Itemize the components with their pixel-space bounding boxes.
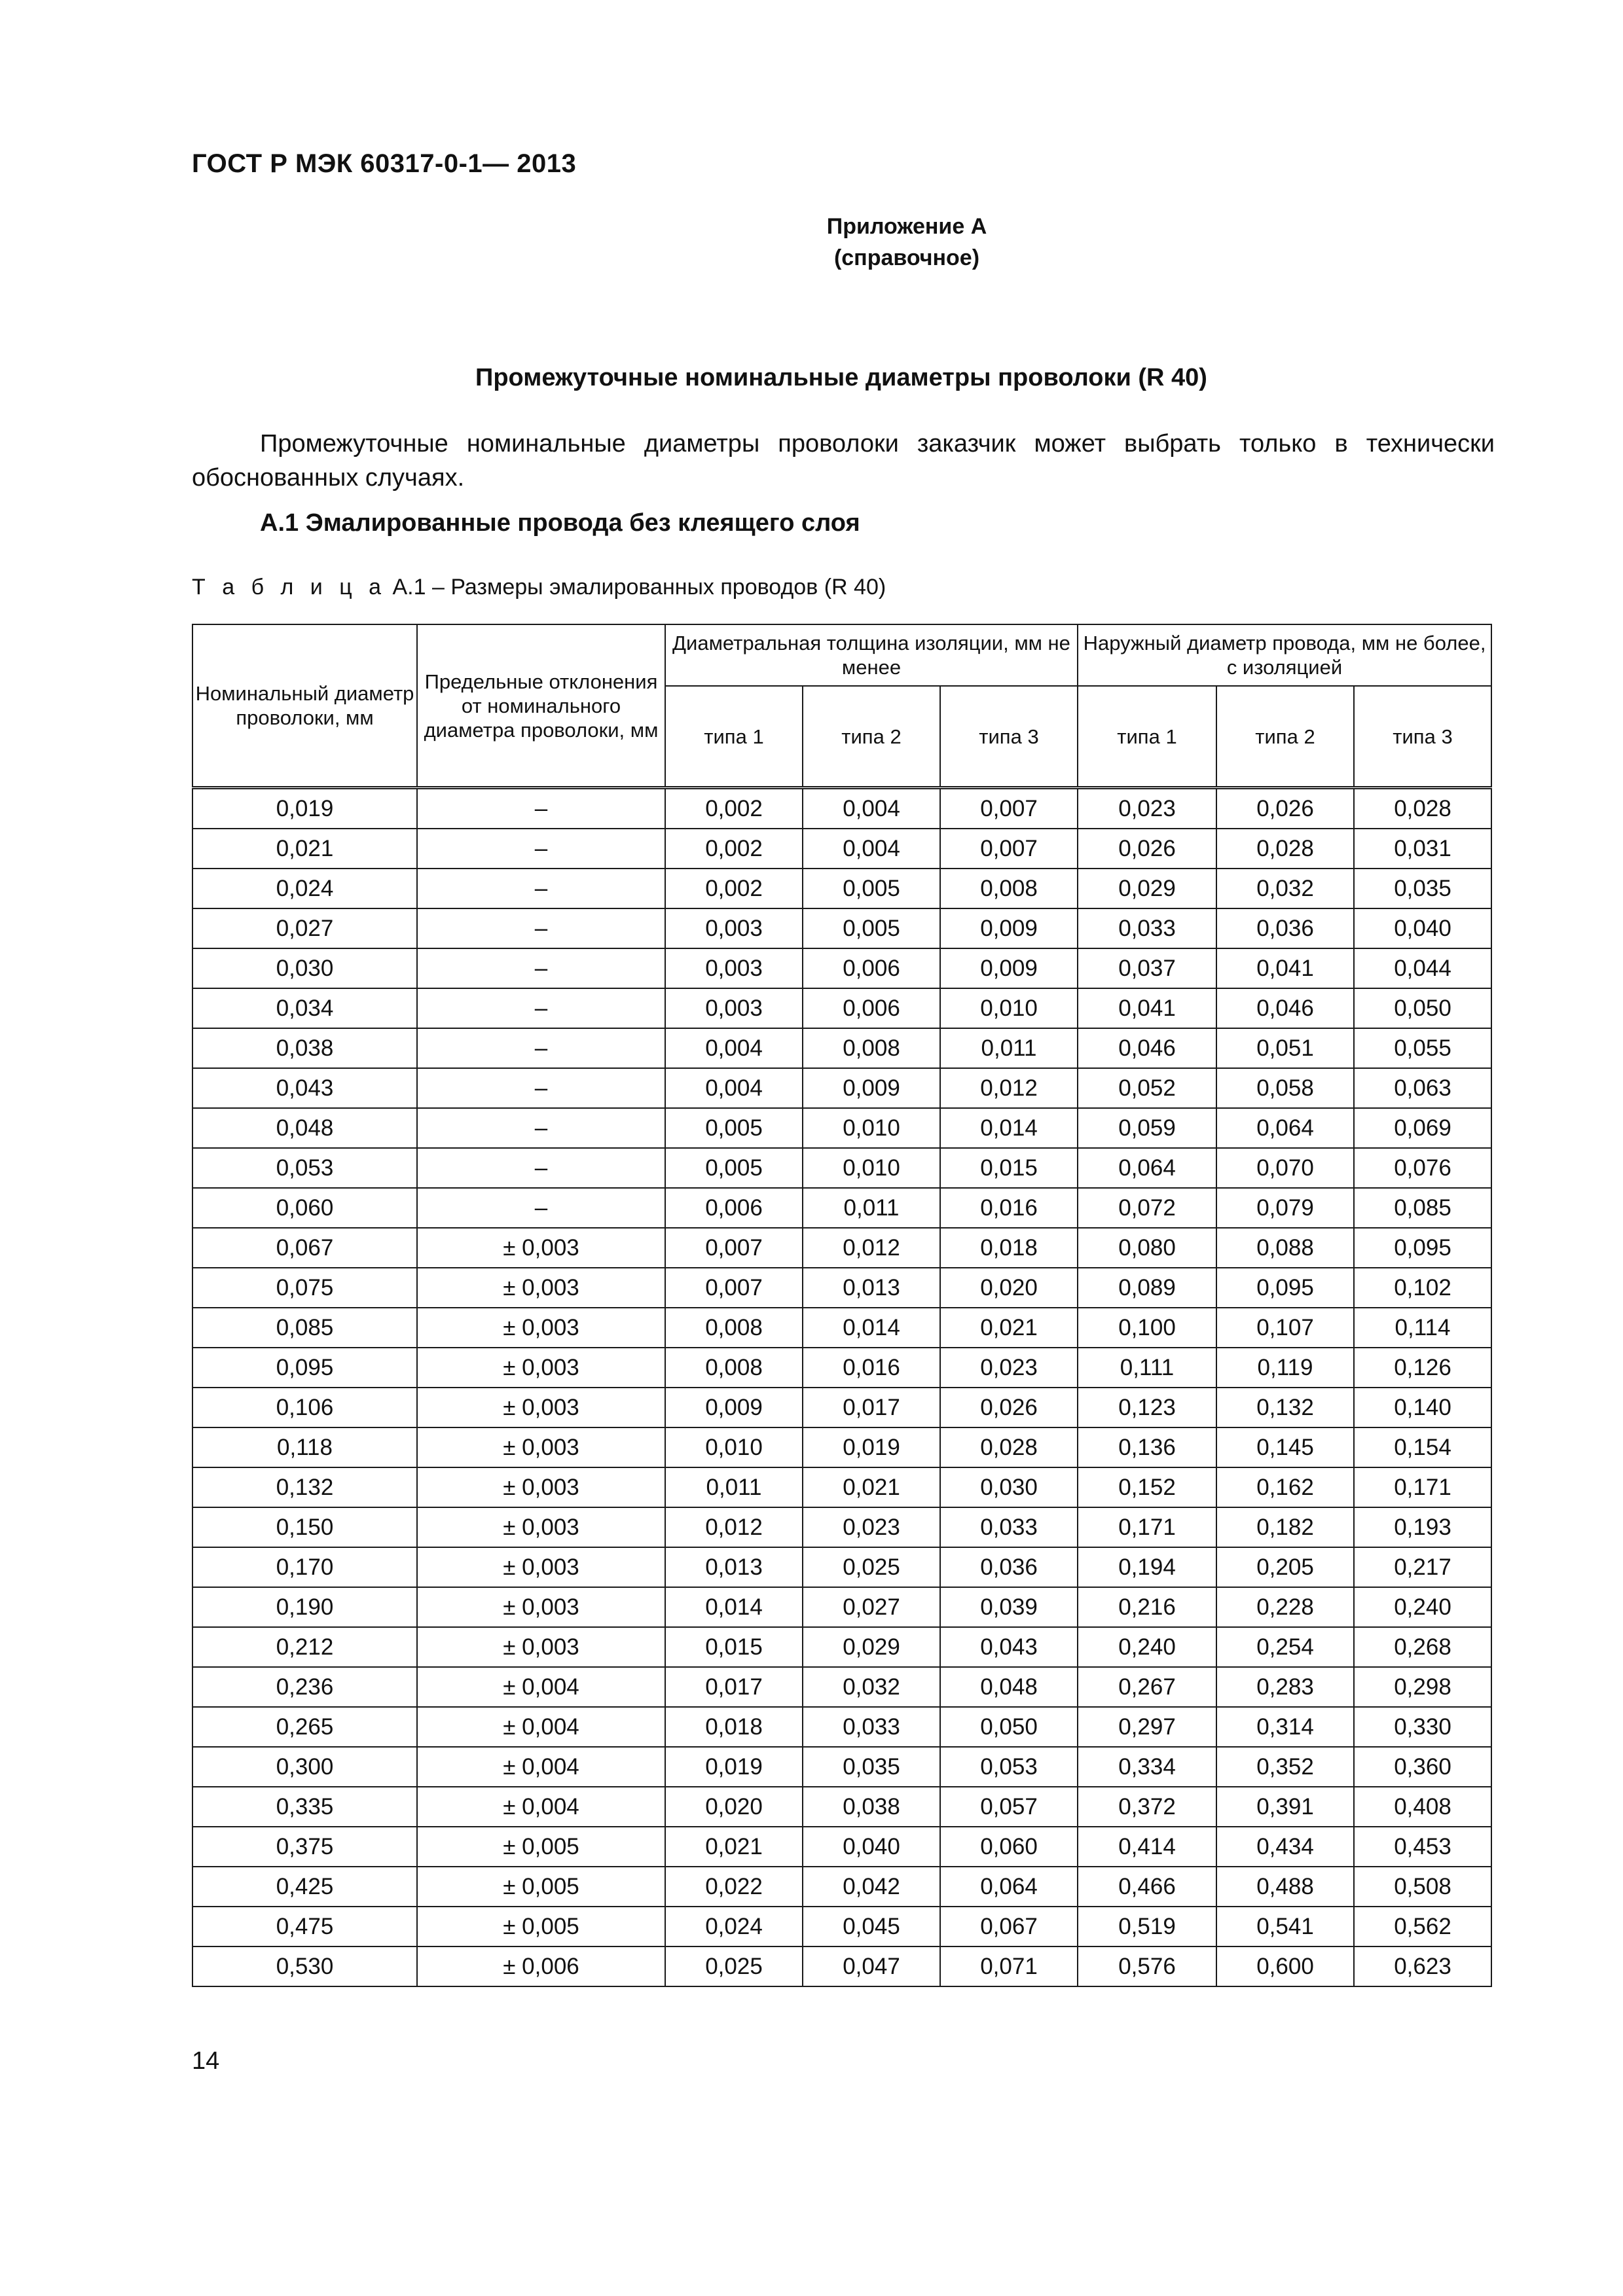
insulation-type-3-cell: 0,048 (940, 1667, 1078, 1707)
insulation-type-2-cell: 0,010 (803, 1148, 940, 1188)
insulation-type-2-cell: 0,038 (803, 1787, 940, 1827)
deviation-cell: – (417, 1028, 665, 1068)
insulation-type-3-cell: 0,064 (940, 1867, 1078, 1907)
insulation-type-3-cell: 0,057 (940, 1787, 1078, 1827)
outer-type-2-cell: 0,079 (1216, 1188, 1354, 1228)
table-row (192, 908, 1491, 948)
nominal-diameter-cell: 0,150 (192, 1507, 417, 1547)
nominal-diameter-cell: 0,118 (192, 1427, 417, 1467)
insulation-type-3-cell: 0,033 (940, 1507, 1078, 1547)
table-row (192, 1747, 1491, 1787)
insulation-type-1-cell: 0,022 (665, 1867, 803, 1907)
insulation-type-1-cell: 0,019 (665, 1747, 803, 1787)
outer-type-2-cell: 0,032 (1216, 869, 1354, 908)
outer-type-3-cell: 0,114 (1354, 1308, 1491, 1348)
insulation-type-1-cell: 0,015 (665, 1627, 803, 1667)
deviation-cell: ± 0,005 (417, 1907, 665, 1946)
deviation-cell: ± 0,003 (417, 1348, 665, 1388)
outer-type-2-cell: 0,046 (1216, 988, 1354, 1028)
outer-type-3-cell: 0,031 (1354, 829, 1491, 869)
insulation-type-2-cell: 0,021 (803, 1467, 940, 1507)
outer-type-1-cell: 0,466 (1078, 1867, 1216, 1907)
insulation-type-3-cell: 0,060 (940, 1827, 1078, 1867)
outer-type-3-cell: 0,171 (1354, 1467, 1491, 1507)
deviation-cell: – (417, 869, 665, 908)
insulation-type-2-cell: 0,009 (803, 1068, 940, 1108)
outer-type-3-cell: 0,085 (1354, 1188, 1491, 1228)
nominal-diameter-cell: 0,021 (192, 829, 417, 869)
insulation-type-1-cell: 0,012 (665, 1507, 803, 1547)
outer-type-1-cell: 0,267 (1078, 1667, 1216, 1707)
insulation-type-2-cell: 0,040 (803, 1827, 940, 1867)
insulation-type-2-cell: 0,006 (803, 948, 940, 988)
insulation-type-2-cell: 0,027 (803, 1587, 940, 1627)
insulation-type-1-cell: 0,020 (665, 1787, 803, 1827)
outer-type-2-cell: 0,283 (1216, 1667, 1354, 1707)
outer-type-1-cell: 0,171 (1078, 1507, 1216, 1547)
table-row (192, 988, 1491, 1028)
deviation-cell: – (417, 829, 665, 869)
outer-type-3-cell: 0,193 (1354, 1507, 1491, 1547)
header-outer-type-3: типа 3 (1354, 686, 1491, 788)
insulation-type-1-cell: 0,004 (665, 1068, 803, 1108)
deviation-cell: ± 0,003 (417, 1308, 665, 1348)
outer-type-1-cell: 0,100 (1078, 1308, 1216, 1348)
outer-type-3-cell: 0,408 (1354, 1787, 1491, 1827)
outer-type-2-cell: 0,434 (1216, 1827, 1354, 1867)
table-row (192, 869, 1491, 908)
table-row (192, 1228, 1491, 1268)
nominal-diameter-cell: 0,475 (192, 1907, 417, 1946)
insulation-type-3-cell: 0,039 (940, 1587, 1078, 1627)
nominal-diameter-cell: 0,106 (192, 1388, 417, 1427)
insulation-type-3-cell: 0,018 (940, 1228, 1078, 1268)
insulation-type-2-cell: 0,032 (803, 1667, 940, 1707)
outer-type-1-cell: 0,519 (1078, 1907, 1216, 1946)
insulation-type-1-cell: 0,021 (665, 1827, 803, 1867)
table-row (192, 1627, 1491, 1667)
deviation-cell: ± 0,005 (417, 1827, 665, 1867)
outer-type-3-cell: 0,076 (1354, 1148, 1491, 1188)
outer-type-3-cell: 0,453 (1354, 1827, 1491, 1867)
outer-type-1-cell: 0,080 (1078, 1228, 1216, 1268)
outer-type-3-cell: 0,028 (1354, 788, 1491, 829)
outer-type-2-cell: 0,041 (1216, 948, 1354, 988)
nominal-diameter-cell: 0,236 (192, 1667, 417, 1707)
header-insulation-type-1: типа 1 (665, 686, 803, 788)
insulation-type-2-cell: 0,019 (803, 1427, 940, 1467)
outer-type-1-cell: 0,216 (1078, 1587, 1216, 1627)
nominal-diameter-cell: 0,132 (192, 1467, 417, 1507)
insulation-type-1-cell: 0,010 (665, 1427, 803, 1467)
insulation-type-2-cell: 0,042 (803, 1867, 940, 1907)
insulation-type-2-cell: 0,016 (803, 1348, 940, 1388)
outer-type-2-cell: 0,095 (1216, 1268, 1354, 1308)
nominal-diameter-cell: 0,375 (192, 1827, 417, 1867)
table-row (192, 1867, 1491, 1907)
insulation-type-2-cell: 0,010 (803, 1108, 940, 1148)
nominal-diameter-cell: 0,300 (192, 1747, 417, 1787)
outer-type-3-cell: 0,044 (1354, 948, 1491, 988)
deviation-cell: – (417, 948, 665, 988)
nominal-diameter-cell: 0,075 (192, 1268, 417, 1308)
table-body (192, 788, 1491, 1987)
deviation-cell: ± 0,006 (417, 1946, 665, 1986)
nominal-diameter-cell: 0,085 (192, 1308, 417, 1348)
header-outer-type-1: типа 1 (1078, 686, 1216, 788)
table-row (192, 1827, 1491, 1867)
outer-type-2-cell: 0,107 (1216, 1308, 1354, 1348)
nominal-diameter-cell: 0,095 (192, 1348, 417, 1388)
insulation-type-3-cell: 0,030 (940, 1467, 1078, 1507)
outer-type-1-cell: 0,033 (1078, 908, 1216, 948)
insulation-type-2-cell: 0,047 (803, 1946, 940, 1986)
outer-type-3-cell: 0,268 (1354, 1627, 1491, 1667)
insulation-type-2-cell: 0,006 (803, 988, 940, 1028)
insulation-type-2-cell: 0,017 (803, 1388, 940, 1427)
document-header: ГОСТ Р МЭК 60317-0-1— 2013 (192, 149, 577, 178)
header-insulation-thickness: Диаметральная толщина изоляции, мм не менее (665, 624, 1078, 686)
table-row (192, 948, 1491, 988)
outer-type-1-cell: 0,414 (1078, 1827, 1216, 1867)
insulation-type-1-cell: 0,002 (665, 788, 803, 829)
insulation-type-2-cell: 0,011 (803, 1188, 940, 1228)
insulation-type-3-cell: 0,021 (940, 1308, 1078, 1348)
nominal-diameter-cell: 0,053 (192, 1148, 417, 1188)
deviation-cell: ± 0,003 (417, 1388, 665, 1427)
table-row (192, 788, 1491, 829)
outer-type-2-cell: 0,228 (1216, 1587, 1354, 1627)
insulation-type-2-cell: 0,013 (803, 1268, 940, 1308)
outer-type-1-cell: 0,334 (1078, 1747, 1216, 1787)
insulation-type-3-cell: 0,010 (940, 988, 1078, 1028)
outer-type-1-cell: 0,089 (1078, 1268, 1216, 1308)
insulation-type-3-cell: 0,014 (940, 1108, 1078, 1148)
outer-type-1-cell: 0,052 (1078, 1068, 1216, 1108)
table-row (192, 1467, 1491, 1507)
outer-type-2-cell: 0,070 (1216, 1148, 1354, 1188)
outer-type-1-cell: 0,111 (1078, 1348, 1216, 1388)
outer-type-1-cell: 0,023 (1078, 788, 1216, 829)
outer-type-2-cell: 0,028 (1216, 829, 1354, 869)
table-row (192, 1507, 1491, 1547)
table-row (192, 1028, 1491, 1068)
nominal-diameter-cell: 0,048 (192, 1108, 417, 1148)
table-row (192, 1667, 1491, 1707)
outer-type-2-cell: 0,182 (1216, 1507, 1354, 1547)
outer-type-1-cell: 0,194 (1078, 1547, 1216, 1587)
insulation-type-2-cell: 0,005 (803, 869, 940, 908)
subsection-title: А.1 Эмалированные провода без клеящего слоя (260, 509, 860, 537)
deviation-cell: – (417, 908, 665, 948)
insulation-type-3-cell: 0,028 (940, 1427, 1078, 1467)
table-row (192, 1348, 1491, 1388)
insulation-type-1-cell: 0,002 (665, 829, 803, 869)
appendix-heading (0, 211, 1623, 274)
table-caption (192, 575, 886, 600)
outer-type-2-cell: 0,145 (1216, 1427, 1354, 1467)
outer-type-2-cell: 0,352 (1216, 1747, 1354, 1787)
outer-type-1-cell: 0,240 (1078, 1627, 1216, 1667)
insulation-type-3-cell: 0,008 (940, 869, 1078, 908)
insulation-type-1-cell: 0,004 (665, 1028, 803, 1068)
insulation-type-1-cell: 0,013 (665, 1547, 803, 1587)
deviation-cell: – (417, 988, 665, 1028)
insulation-type-2-cell: 0,004 (803, 829, 940, 869)
insulation-type-1-cell: 0,007 (665, 1268, 803, 1308)
outer-type-1-cell: 0,059 (1078, 1108, 1216, 1148)
insulation-type-3-cell: 0,036 (940, 1547, 1078, 1587)
insulation-type-1-cell: 0,017 (665, 1667, 803, 1707)
outer-type-2-cell: 0,600 (1216, 1946, 1354, 1986)
header-insulation-type-2: типа 2 (803, 686, 940, 788)
table-row (192, 1388, 1491, 1427)
insulation-type-3-cell: 0,071 (940, 1946, 1078, 1986)
table-row (192, 1068, 1491, 1108)
insulation-type-3-cell: 0,067 (940, 1907, 1078, 1946)
outer-type-2-cell: 0,488 (1216, 1867, 1354, 1907)
insulation-type-1-cell: 0,007 (665, 1228, 803, 1268)
intro-paragraph: Промежуточные номинальные диаметры проволоки заказчик может выбрать только в технически обоснованных случаях. (192, 430, 1495, 492)
nominal-diameter-cell: 0,425 (192, 1867, 417, 1907)
insulation-type-1-cell: 0,003 (665, 908, 803, 948)
outer-type-2-cell: 0,132 (1216, 1388, 1354, 1427)
insulation-type-3-cell: 0,023 (940, 1348, 1078, 1388)
outer-type-3-cell: 0,240 (1354, 1587, 1491, 1627)
nominal-diameter-cell: 0,019 (192, 788, 417, 829)
outer-type-2-cell: 0,036 (1216, 908, 1354, 948)
outer-type-2-cell: 0,205 (1216, 1547, 1354, 1587)
deviation-cell: ± 0,003 (417, 1228, 665, 1268)
deviation-cell: – (417, 1188, 665, 1228)
outer-type-2-cell: 0,119 (1216, 1348, 1354, 1388)
table-row (192, 1547, 1491, 1587)
nominal-diameter-cell: 0,067 (192, 1228, 417, 1268)
appendix-note: (справочное) (833, 245, 980, 270)
deviation-cell: – (417, 788, 665, 829)
outer-type-3-cell: 0,140 (1354, 1388, 1491, 1427)
header-outer-diameter: Наружный диаметр провода, мм не более, с изоляцией (1078, 624, 1491, 686)
table-caption-text: А.1 – Размеры эмалированных проводов (R 40) (386, 575, 886, 600)
table-row (192, 1188, 1491, 1228)
insulation-type-3-cell: 0,053 (940, 1747, 1078, 1787)
outer-type-1-cell: 0,136 (1078, 1427, 1216, 1467)
outer-type-2-cell: 0,058 (1216, 1068, 1354, 1108)
outer-type-3-cell: 0,035 (1354, 869, 1491, 908)
deviation-cell: – (417, 1108, 665, 1148)
nominal-diameter-cell: 0,027 (192, 908, 417, 948)
table-row (192, 1108, 1491, 1148)
outer-type-3-cell: 0,040 (1354, 908, 1491, 948)
table-row (192, 1707, 1491, 1747)
insulation-type-2-cell: 0,029 (803, 1627, 940, 1667)
header-insulation-type-3: типа 3 (940, 686, 1078, 788)
outer-type-1-cell: 0,037 (1078, 948, 1216, 988)
deviation-cell: ± 0,003 (417, 1547, 665, 1587)
outer-type-3-cell: 0,298 (1354, 1667, 1491, 1707)
appendix-title: Приложение А (826, 214, 987, 239)
insulation-type-3-cell: 0,050 (940, 1707, 1078, 1747)
header-nominal-diameter: Номинальный диаметр проволоки, мм (192, 624, 417, 788)
outer-type-2-cell: 0,064 (1216, 1108, 1354, 1148)
outer-type-3-cell: 0,508 (1354, 1867, 1491, 1907)
nominal-diameter-cell: 0,038 (192, 1028, 417, 1068)
insulation-type-2-cell: 0,035 (803, 1747, 940, 1787)
outer-type-2-cell: 0,162 (1216, 1467, 1354, 1507)
table-row (192, 1308, 1491, 1348)
table-row (192, 1787, 1491, 1827)
insulation-type-2-cell: 0,004 (803, 788, 940, 829)
deviation-cell: ± 0,004 (417, 1707, 665, 1747)
outer-type-3-cell: 0,562 (1354, 1907, 1491, 1946)
table-row (192, 1427, 1491, 1467)
deviation-cell: ± 0,003 (417, 1467, 665, 1507)
insulation-type-3-cell: 0,016 (940, 1188, 1078, 1228)
section-title: Промежуточные номинальные диаметры проволоки (R 40) (475, 364, 1207, 391)
deviation-cell: ± 0,003 (417, 1627, 665, 1667)
insulation-type-3-cell: 0,011 (940, 1028, 1078, 1068)
table-row (192, 1946, 1491, 1986)
insulation-type-3-cell: 0,020 (940, 1268, 1078, 1308)
outer-type-1-cell: 0,123 (1078, 1388, 1216, 1427)
outer-type-2-cell: 0,254 (1216, 1627, 1354, 1667)
insulation-type-2-cell: 0,008 (803, 1028, 940, 1068)
outer-type-3-cell: 0,154 (1354, 1427, 1491, 1467)
insulation-type-1-cell: 0,024 (665, 1907, 803, 1946)
outer-type-3-cell: 0,063 (1354, 1068, 1491, 1108)
nominal-diameter-cell: 0,060 (192, 1188, 417, 1228)
outer-type-2-cell: 0,314 (1216, 1707, 1354, 1747)
nominal-diameter-cell: 0,265 (192, 1707, 417, 1747)
deviation-cell: ± 0,004 (417, 1787, 665, 1827)
deviation-cell: – (417, 1148, 665, 1188)
insulation-type-3-cell: 0,043 (940, 1627, 1078, 1667)
outer-type-2-cell: 0,088 (1216, 1228, 1354, 1268)
insulation-type-2-cell: 0,023 (803, 1507, 940, 1547)
insulation-type-2-cell: 0,014 (803, 1308, 940, 1348)
page-number: 14 (192, 2047, 220, 2075)
deviation-cell: ± 0,004 (417, 1667, 665, 1707)
insulation-type-3-cell: 0,015 (940, 1148, 1078, 1188)
outer-type-1-cell: 0,064 (1078, 1148, 1216, 1188)
outer-type-1-cell: 0,072 (1078, 1188, 1216, 1228)
outer-type-3-cell: 0,050 (1354, 988, 1491, 1028)
insulation-type-1-cell: 0,009 (665, 1388, 803, 1427)
outer-type-3-cell: 0,330 (1354, 1707, 1491, 1747)
outer-type-2-cell: 0,391 (1216, 1787, 1354, 1827)
nominal-diameter-cell: 0,170 (192, 1547, 417, 1587)
table-row (192, 829, 1491, 869)
outer-type-1-cell: 0,046 (1078, 1028, 1216, 1068)
table-row (192, 1268, 1491, 1308)
outer-type-2-cell: 0,026 (1216, 788, 1354, 829)
insulation-type-3-cell: 0,009 (940, 908, 1078, 948)
table-caption-prefix: Т а б л и ц а (192, 575, 387, 600)
outer-type-3-cell: 0,217 (1354, 1547, 1491, 1587)
insulation-type-3-cell: 0,026 (940, 1388, 1078, 1427)
deviation-cell: ± 0,003 (417, 1587, 665, 1627)
insulation-type-1-cell: 0,006 (665, 1188, 803, 1228)
outer-type-3-cell: 0,126 (1354, 1348, 1491, 1388)
outer-type-1-cell: 0,029 (1078, 869, 1216, 908)
outer-type-1-cell: 0,026 (1078, 829, 1216, 869)
nominal-diameter-cell: 0,043 (192, 1068, 417, 1108)
outer-type-3-cell: 0,102 (1354, 1268, 1491, 1308)
outer-type-1-cell: 0,041 (1078, 988, 1216, 1028)
insulation-type-1-cell: 0,008 (665, 1348, 803, 1388)
header-deviation: Предельные отклонения от номинального диаметра проволоки, мм (417, 624, 665, 788)
insulation-type-2-cell: 0,045 (803, 1907, 940, 1946)
deviation-cell: ± 0,003 (417, 1427, 665, 1467)
nominal-diameter-cell: 0,034 (192, 988, 417, 1028)
deviation-cell: ± 0,003 (417, 1268, 665, 1308)
outer-type-3-cell: 0,095 (1354, 1228, 1491, 1268)
nominal-diameter-cell: 0,024 (192, 869, 417, 908)
nominal-diameter-cell: 0,212 (192, 1627, 417, 1667)
outer-type-1-cell: 0,576 (1078, 1946, 1216, 1986)
deviation-cell: ± 0,005 (417, 1867, 665, 1907)
insulation-type-2-cell: 0,005 (803, 908, 940, 948)
insulation-type-1-cell: 0,018 (665, 1707, 803, 1747)
insulation-type-1-cell: 0,002 (665, 869, 803, 908)
nominal-diameter-cell: 0,030 (192, 948, 417, 988)
insulation-type-1-cell: 0,005 (665, 1148, 803, 1188)
outer-type-1-cell: 0,297 (1078, 1707, 1216, 1747)
insulation-type-2-cell: 0,033 (803, 1707, 940, 1747)
insulation-type-2-cell: 0,025 (803, 1547, 940, 1587)
insulation-type-3-cell: 0,007 (940, 829, 1078, 869)
outer-type-2-cell: 0,051 (1216, 1028, 1354, 1068)
table-row (192, 1148, 1491, 1188)
table-row (192, 1907, 1491, 1946)
outer-type-1-cell: 0,372 (1078, 1787, 1216, 1827)
insulation-type-3-cell: 0,007 (940, 788, 1078, 829)
outer-type-3-cell: 0,360 (1354, 1747, 1491, 1787)
deviation-cell: ± 0,004 (417, 1747, 665, 1787)
outer-type-3-cell: 0,623 (1354, 1946, 1491, 1986)
insulation-type-2-cell: 0,012 (803, 1228, 940, 1268)
insulation-type-1-cell: 0,008 (665, 1308, 803, 1348)
deviation-cell: – (417, 1068, 665, 1108)
table-row (192, 1587, 1491, 1627)
outer-type-2-cell: 0,541 (1216, 1907, 1354, 1946)
nominal-diameter-cell: 0,335 (192, 1787, 417, 1827)
insulation-type-1-cell: 0,025 (665, 1946, 803, 1986)
nominal-diameter-cell: 0,190 (192, 1587, 417, 1627)
insulation-type-3-cell: 0,012 (940, 1068, 1078, 1108)
insulation-type-1-cell: 0,003 (665, 988, 803, 1028)
wire-dimensions-table (192, 624, 1492, 1987)
deviation-cell: ± 0,003 (417, 1507, 665, 1547)
insulation-type-1-cell: 0,003 (665, 948, 803, 988)
insulation-type-1-cell: 0,005 (665, 1108, 803, 1148)
outer-type-3-cell: 0,055 (1354, 1028, 1491, 1068)
header-outer-type-2: типа 2 (1216, 686, 1354, 788)
insulation-type-3-cell: 0,009 (940, 948, 1078, 988)
nominal-diameter-cell: 0,530 (192, 1946, 417, 1986)
outer-type-3-cell: 0,069 (1354, 1108, 1491, 1148)
insulation-type-1-cell: 0,011 (665, 1467, 803, 1507)
insulation-type-1-cell: 0,014 (665, 1587, 803, 1627)
outer-type-1-cell: 0,152 (1078, 1467, 1216, 1507)
